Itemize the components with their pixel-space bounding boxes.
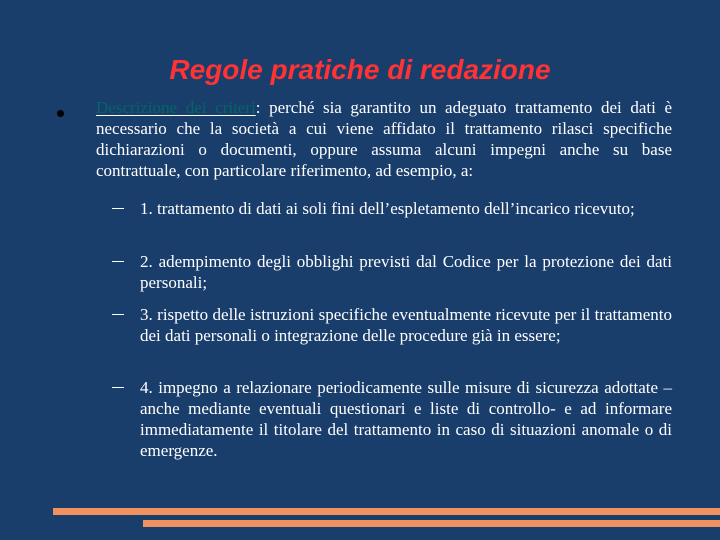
dash-icon — [112, 314, 124, 315]
accent-bar-top — [53, 508, 720, 515]
accent-bar-bottom — [143, 520, 720, 527]
dash-icon — [112, 387, 124, 388]
sub-item-1: 1. trattamento di dati ai soli fini dell’espletamento dell’incarico ricevuto; — [140, 199, 635, 218]
term-link[interactable]: Descrizione dei criteri — [96, 98, 256, 117]
bullet-dot-icon — [57, 110, 64, 117]
sub-item-4: 4. impegno a relazionare periodicamente sulle misure di sicurezza adottate –anche mediante eventuali questionari e liste di controllo- e ad informare immediatamente il titolare del trattamento in caso di situazioni anomale o di emergenze. — [140, 378, 672, 460]
sub-item-2: 2. adempimento degli obblighi previsti dal Codice per la protezione dei dati personali; — [140, 252, 672, 292]
term-separator: : — [255, 98, 261, 117]
slide-title: Regole pratiche di redazione — [169, 54, 551, 85]
main-bullet-body: perché sia garantito un adeguato trattamento dei dati è necessario che la società a cui viene affidato il trattamento rilasci specifiche dichiarazioni o documenti, oppure assuma alcuni impegni anche su base contrattuale, con particolare riferimento, ad esempio, a: — [96, 98, 672, 180]
dash-icon — [112, 261, 124, 262]
main-bullet-text — [96, 97, 672, 181]
sub-item-3: 3. rispetto delle istruzioni specifiche eventualmente ricevute per il trattamento dei dati personali o integrazione delle procedure già in essere; — [140, 305, 672, 345]
dash-icon — [112, 208, 124, 209]
